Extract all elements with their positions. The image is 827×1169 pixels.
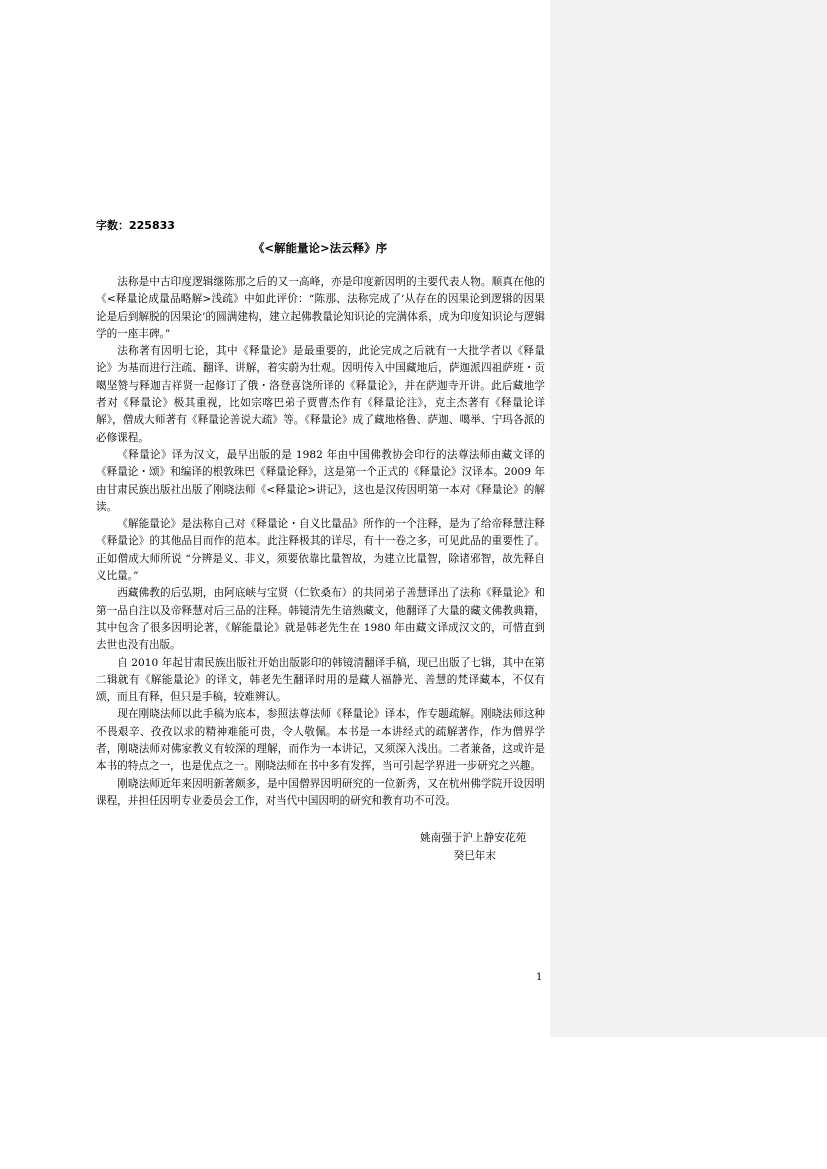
signature-block (96, 830, 526, 865)
word-count: 字数：225833 (96, 219, 175, 232)
paragraph: 自 2010 年起甘肃民族出版社开始出版影印的韩镜清翻译手稿，现已出版了七辑，其中在第二辑就有《解能量论》的译文，韩老先生翻译时用的是藏人福静光、善慧的梵译藏本，不仅有颂，而且有释，但只是手稿，较难辨认。 (96, 656, 545, 704)
page-number: 1 (536, 972, 543, 983)
signature-date: 癸巳年末 (453, 849, 496, 862)
paragraph: 西藏佛教的后弘期，由阿底峡与宝贤（仁钦桑布）的共同弟子善慧译出了法称《释量论》和第一品自注以及帝释慧对后三品的注释。韩镜清先生谙熟藏文，他翻译了大量的藏文佛教典籍，其中包含了很多因明论著，《解能量论》就是韩老先生在 1980 年由藏文译成汉文的，可惜直到去世也没有出版。 (96, 587, 545, 652)
comment-margin-pane (550, 0, 827, 1037)
document-body (96, 274, 545, 810)
paragraph: 《释量论》译为汉文，最早出版的是 1982 年由中国佛教协会印行的法尊法师由藏文译的《释量论・颂》和编译的根敦珠巴《释量论释》，这是第一个正式的《释量论》汉译本。2009 年由甘肃民族出版社出版了刚晓法师《<释量论>讲记》，这也是汉传因明第一本对《释量论》的解读。 (96, 448, 545, 513)
paragraph: 《解能量论》是法称自己对《释量论・自义比量品》所作的一个注释，是为了给帝释慧注释《释量论》的其他品目而作的范本。此注释极其的详尽，有十一卷之多，可见此品的重要性了。正如僧成大师所说 “分辨是义、非义，须要依靠比量智故，为建立比量智，除诸邪智，故先释自义比量。” (96, 518, 545, 583)
document-title: 《<解能量论>法云释》序 (252, 241, 388, 255)
paragraph: 法称著有因明七论，其中《释量论》是最重要的，此论完成之后就有一大批学者以《释量论》为基而进行注疏、翻译、讲解，着实蔚为壮观。因明传入中国藏地后，萨迦派四祖萨班・贡噶坚赞与释迦吉祥贤一起修订了俄・洛登喜饶所译的《释量论》，并在萨迦寺开讲。此后藏地学者对《释量论》极其重视，比如宗喀巴弟子贾曹杰作有《释量论注》，克主杰著有《释量论详解》，僧成大师著有《释量论善说大疏》等。《释量论》成了藏地格鲁、萨迦、噶举、宁玛各派的必修课程。 (96, 345, 545, 444)
paragraph: 现在刚晓法师以此手稿为底本，参照法尊法师《释量论》译本，作专题疏解。刚晓法师这种不畏艰辛、孜孜以求的精神难能可贵，令人敬佩。本书是一本讲经式的疏解著作，作为僧界学者，刚晓法师对佛家教义有较深的理解，而作为一本讲记，又须深入浅出。二者兼备，这或许是本书的特点之一，也是优点之一。刚晓法师在书中多有发挥，当可引起学界进一步研究之兴趣。 (96, 708, 545, 773)
paragraph: 法称是中古印度逻辑继陈那之后的又一高峰，亦是印度新因明的主要代表人物。顺真在他的《<释量论成量品略解>浅疏》中如此评价：“陈那、法称完成了‘从存在的因果论到逻辑的因果论是后到解脱的因果论’的圆满建构，建立起佛教量论知识论的完满体系，成为印度知识论与逻辑学的一座丰碑。” (96, 276, 545, 340)
paragraph: 刚晓法师近年来因明新著颇多，是中国僧界因明研究的一位新秀，又在杭州佛学院开设因明课程，并担任因明专业委员会工作，对当代中国因明的研究和教育功不可没。 (96, 777, 545, 807)
signature-author: 姚南强于沪上静安花苑 (420, 832, 526, 844)
